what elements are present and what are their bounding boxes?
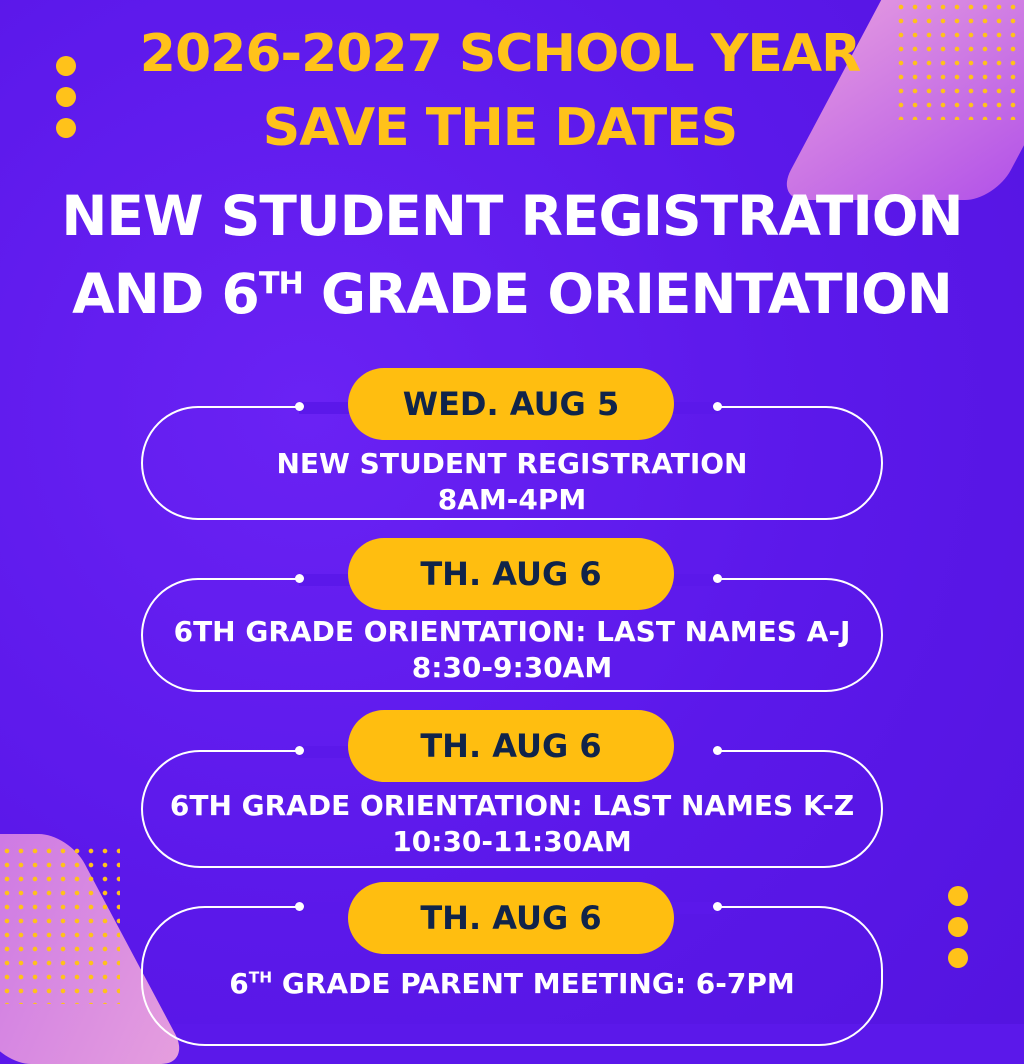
event-description: NEW STUDENT REGISTRATION 8AM-4PM (276, 447, 748, 516)
event-description: 6TH GRADE ORIENTATION: LAST NAMES K-Z 10:30-11:30AM (169, 789, 855, 858)
title-line-2: AND 6TH GRADE ORIENTATION (72, 262, 952, 326)
event-date-pill: TH. AUG 6 (348, 710, 674, 782)
decorative-dot (948, 948, 968, 968)
school-year-heading: 2026-2027 SCHOOL YEAR (139, 24, 861, 84)
decorative-dot (948, 886, 968, 906)
decorative-dot (948, 917, 968, 937)
save-the-dates-heading: SAVE THE DATES (262, 98, 738, 158)
event-date-pill: WED. AUG 5 (348, 368, 674, 440)
event-date-pill: TH. AUG 6 (348, 538, 674, 610)
event-description: 6TH GRADE ORIENTATION: LAST NAMES A-J 8:30-9:30AM (173, 615, 851, 684)
event-date-pill: TH. AUG 6 (348, 882, 674, 954)
title-line-1: NEW STUDENT REGISTRATION (61, 184, 963, 248)
event-description: 6TH GRADE PARENT MEETING: 6-7PM (229, 967, 795, 1000)
dot-pattern (0, 844, 120, 1004)
